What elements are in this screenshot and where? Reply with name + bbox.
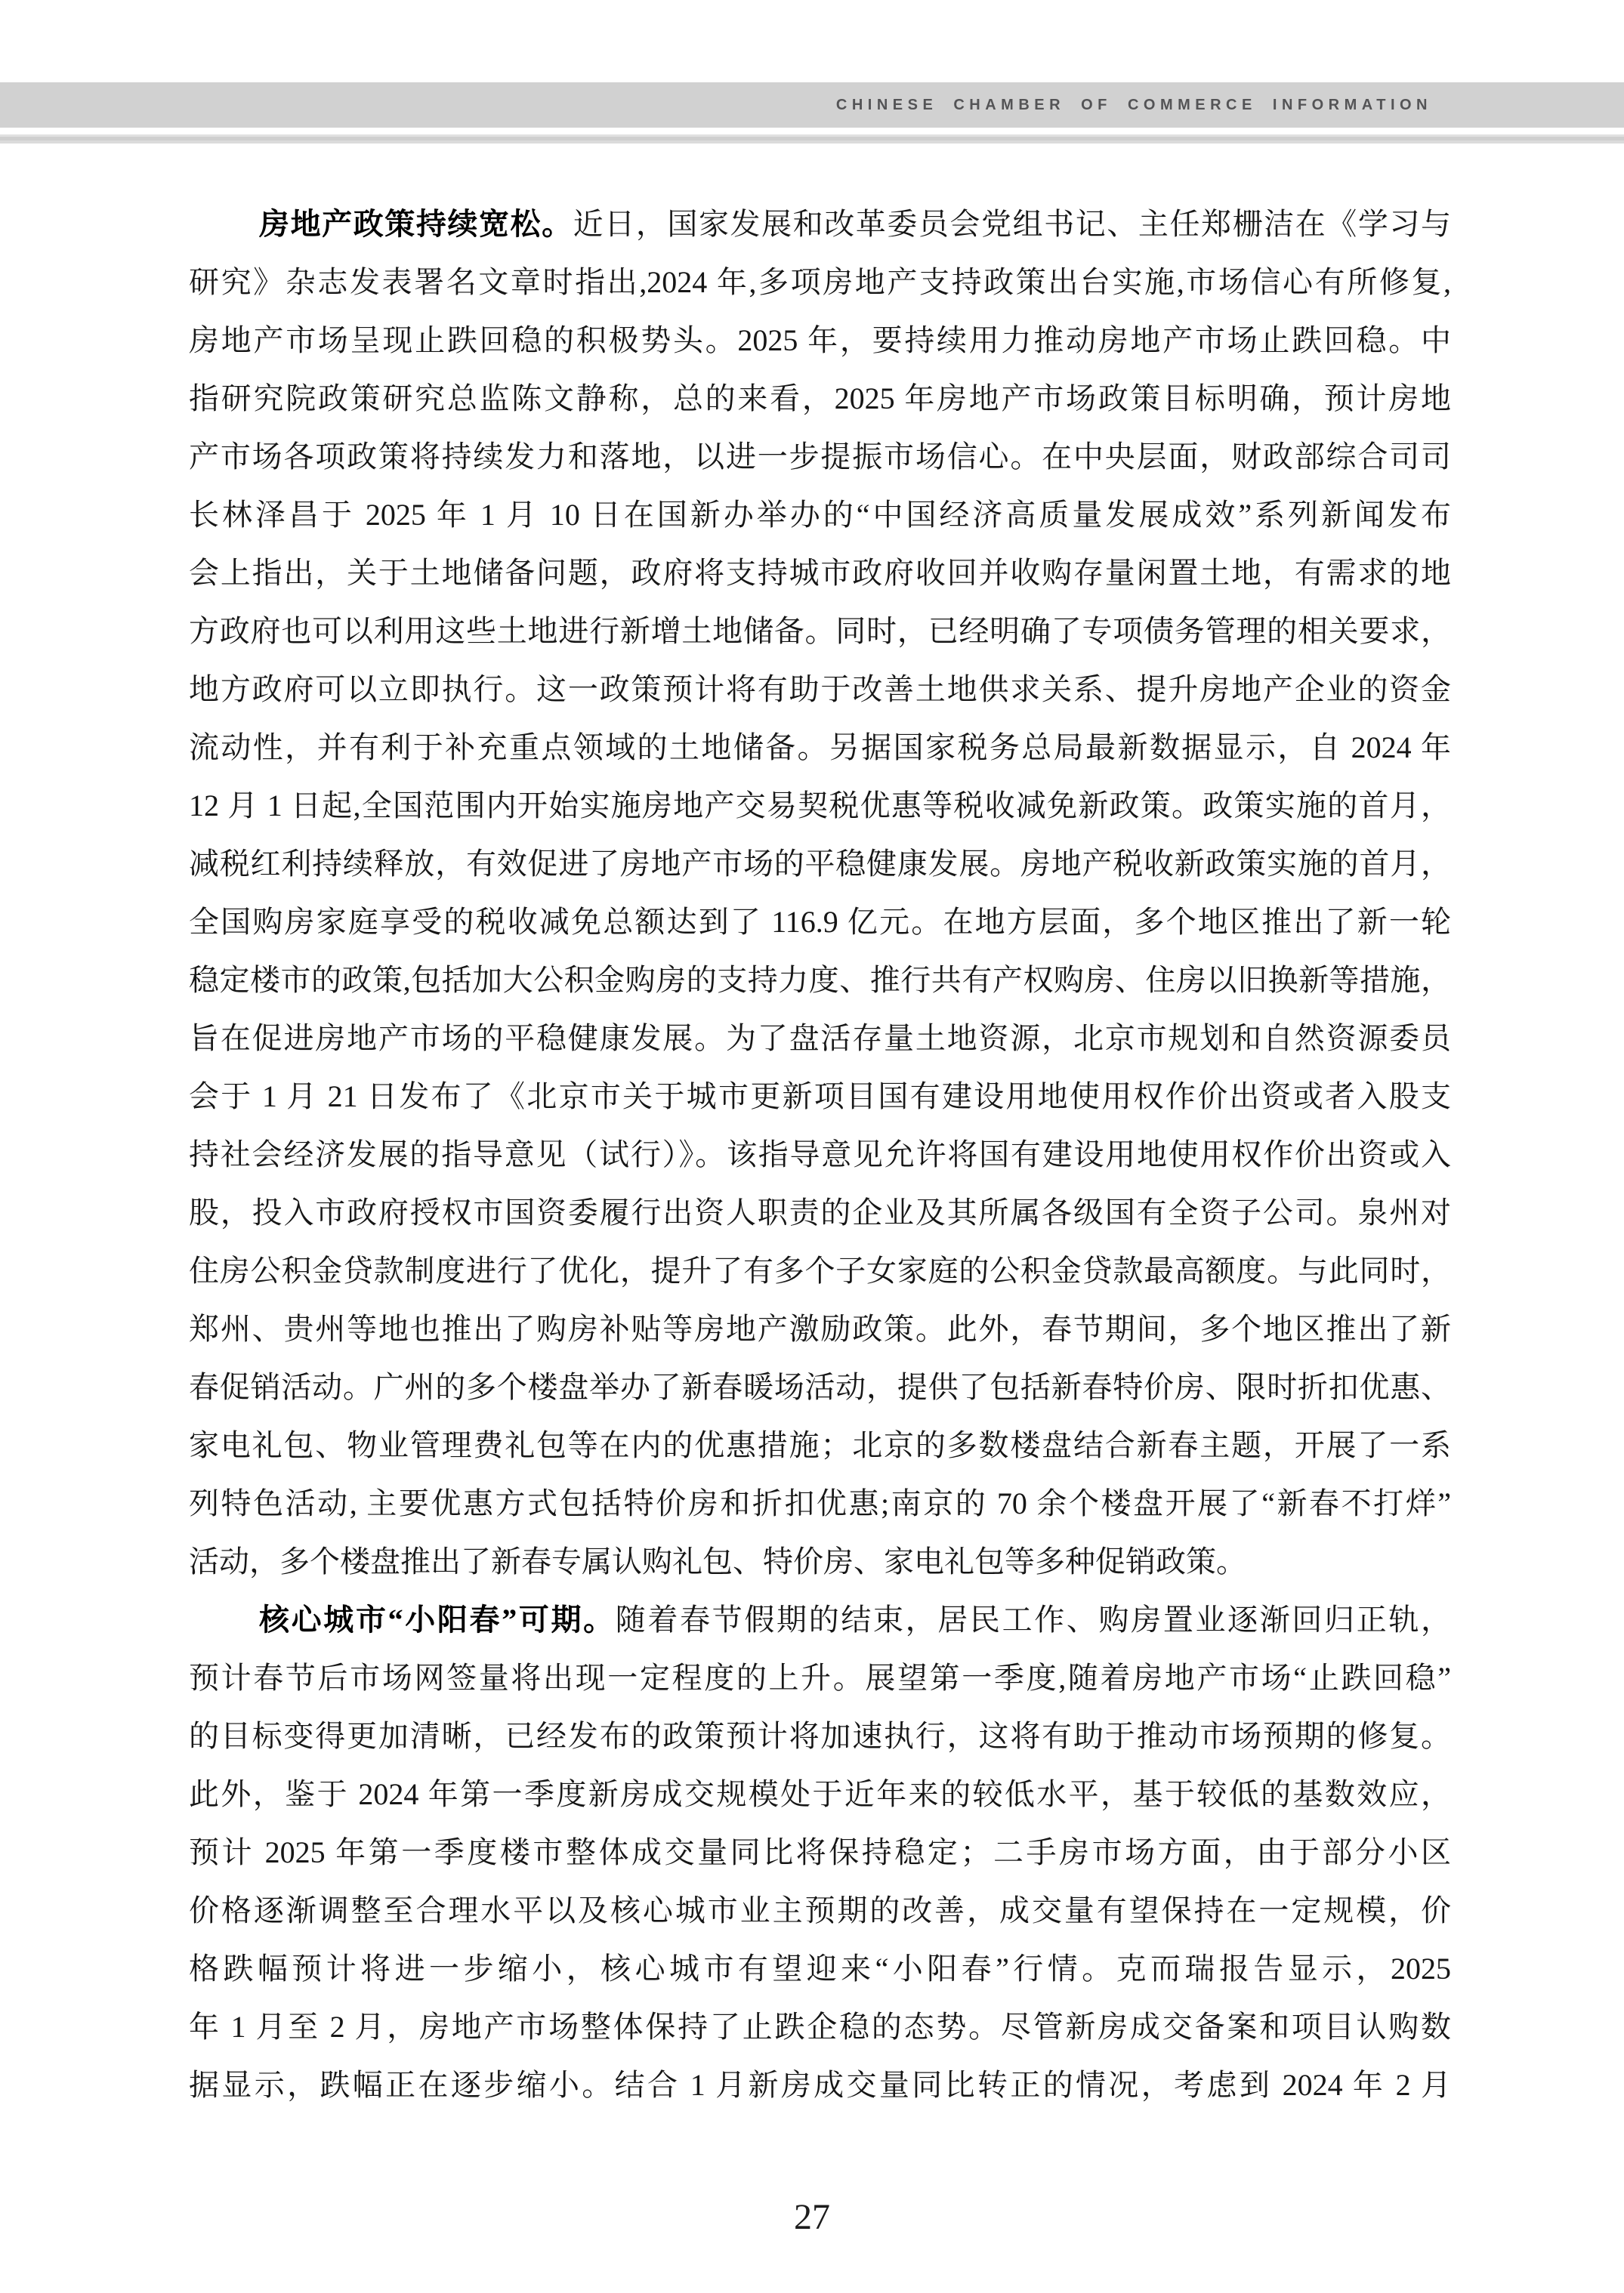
header-title: CHINESE CHAMBER OF COMMERCE INFORMATION (835, 96, 1432, 113)
paragraph-2-lead: 核心城市“小阳春”可期。 (259, 1603, 616, 1637)
paragraph-2 (189, 1591, 1451, 2114)
page-number: 27 (794, 2197, 830, 2237)
text-line: 稳定楼市的政策,包括加大公积金购房的支持力度、推行共有产权购房、住房以旧换新等措施， (189, 963, 1451, 997)
text-line: 全国购房家庭享受的税收减免总额达到了 116.9 亿元。在地方层面，多个地区推出了新一轮 (189, 905, 1451, 939)
text-line: 旨在促进房地产市场的平稳健康发展。为了盘活存量土地资源，北京市规划和自然资源委员 (189, 1021, 1451, 1055)
text-line: 年 1 月至 2 月，房地产市场整体保持了止跌企稳的态势。尽管新房成交备案和项目认购数 (189, 2010, 1451, 2044)
text-line: 价格逐渐调整至合理水平以及核心城市业主预期的改善，成交量有望保持在一定规模，价 (189, 1893, 1451, 1927)
text-line: 此外，鉴于 2024 年第一季度新房成交规模处于近年来的较低水平，基于较低的基数效应， (189, 1777, 1451, 1811)
text-line: 长林泽昌于 2025 年 1 月 10 日在国新办举办的“中国经济高质量发展成效”系列新闻发布 (189, 498, 1451, 532)
paragraph-2-first-line-rest: 随着春节假期的结束，居民工作、购房置业逐渐回归正轨， (615, 1603, 1451, 1637)
text-line: 持社会经济发展的指导意见（试行）》。该指导意见允许将国有建设用地使用权作价出资或入 (189, 1137, 1451, 1171)
text-line: 股，投入市政府授权市国资委履行出资人职责的企业及其所属各级国有全资子公司。泉州对 (189, 1196, 1451, 1230)
text-line: 方政府也可以利用这些土地进行新增土地储备。同时，已经明确了专项债务管理的相关要求， (189, 614, 1451, 648)
text-line: 12 月 1 日起,全国范围内开始实施房地产交易契税优惠等税收减免新政策。政策实施的首月， (189, 789, 1451, 822)
paragraph-1-lead: 房地产政策持续宽松。 (259, 207, 573, 241)
text-line: 郑州、贵州等地也推出了购房补贴等房地产激励政策。此外，春节期间，多个地区推出了新 (189, 1312, 1451, 1346)
text-line: 家电礼包、物业管理费礼包等在内的优惠措施；北京的多数楼盘结合新春主题，开展了一系 (189, 1428, 1451, 1462)
text-line: 会于 1 月 21 日发布了《北京市关于城市更新项目国有建设用地使用权作价出资或者入股支 (189, 1079, 1451, 1113)
text-line: 春促销活动。广州的多个楼盘举办了新春暖场活动，提供了包括新春特价房、限时折扣优惠、 (189, 1370, 1451, 1404)
text-line: 预计 2025 年第一季度楼市整体成交量同比将保持稳定；二手房市场方面，由于部分小区 (189, 1835, 1451, 1869)
text-line: 会上指出，关于土地储备问题，政府将支持城市政府收回并收购存量闲置土地，有需求的地 (189, 556, 1451, 590)
text-line: 研究》杂志发表署名文章时指出,2024 年,多项房地产支持政策出台实施,市场信心有所修复, (189, 265, 1451, 299)
text-line: 活动，多个楼盘推出了新春专属认购礼包、特价房、家电礼包等多种促销政策。 (189, 1545, 1246, 1579)
text-line: 据显示，跌幅正在逐步缩小。结合 1 月新房成交量同比转正的情况，考虑到 2024 年 2 月 (189, 2068, 1451, 2102)
text-line: 地方政府可以立即执行。这一政策预计将有助于改善土地供求关系、提升房地产企业的资金 (189, 672, 1451, 706)
text-line: 预计春节后市场网签量将出现一定程度的上升。展望第一季度,随着房地产市场“止跌回稳” (189, 1661, 1451, 1695)
text-line: 住房公积金贷款制度进行了优化，提升了有多个子女家庭的公积金贷款最高额度。与此同时， (189, 1254, 1451, 1288)
text-line: 房地产市场呈现止跌回稳的积极势头。2025 年，要持续用力推动房地产市场止跌回稳。中 (189, 323, 1451, 357)
text-line: 减税红利持续释放，有效促进了房地产市场的平稳健康发展。房地产税收新政策实施的首月， (189, 847, 1451, 881)
text-line: 产市场各项政策将持续发力和落地，以进一步提振市场信心。在中央层面，财政部综合司司 (189, 440, 1451, 474)
text-line: 的目标变得更加清晰，已经发布的政策预计将加速执行，这将有助于推动市场预期的修复。 (189, 1719, 1451, 1753)
text-line: 指研究院政策研究总监陈文静称，总的来看，2025 年房地产市场政策目标明确，预计房地 (189, 381, 1451, 415)
text-line: 格跌幅预计将进一步缩小，核心城市有望迎来“小阳春”行情。克而瑞报告显示，2025 (189, 1952, 1451, 1986)
header-divider-band (0, 134, 1624, 144)
header-band (0, 82, 1624, 128)
text-line (189, 1591, 1451, 1649)
article-body (189, 195, 1451, 2114)
paragraph-1-first-line-rest: 近日，国家发展和改革委员会党组书记、主任郑栅洁在《学习与 (573, 207, 1451, 241)
paragraph-1 (189, 195, 1451, 1591)
text-line: 流动性，并有利于补充重点领域的土地储备。另据国家税务总局最新数据显示，自 2024 年 (189, 730, 1451, 764)
text-line (189, 195, 1451, 253)
text-line: 列特色活动, 主要优惠方式包括特价房和折扣优惠;南京的 70 余个楼盘开展了“新春不打烊” (189, 1486, 1451, 1520)
